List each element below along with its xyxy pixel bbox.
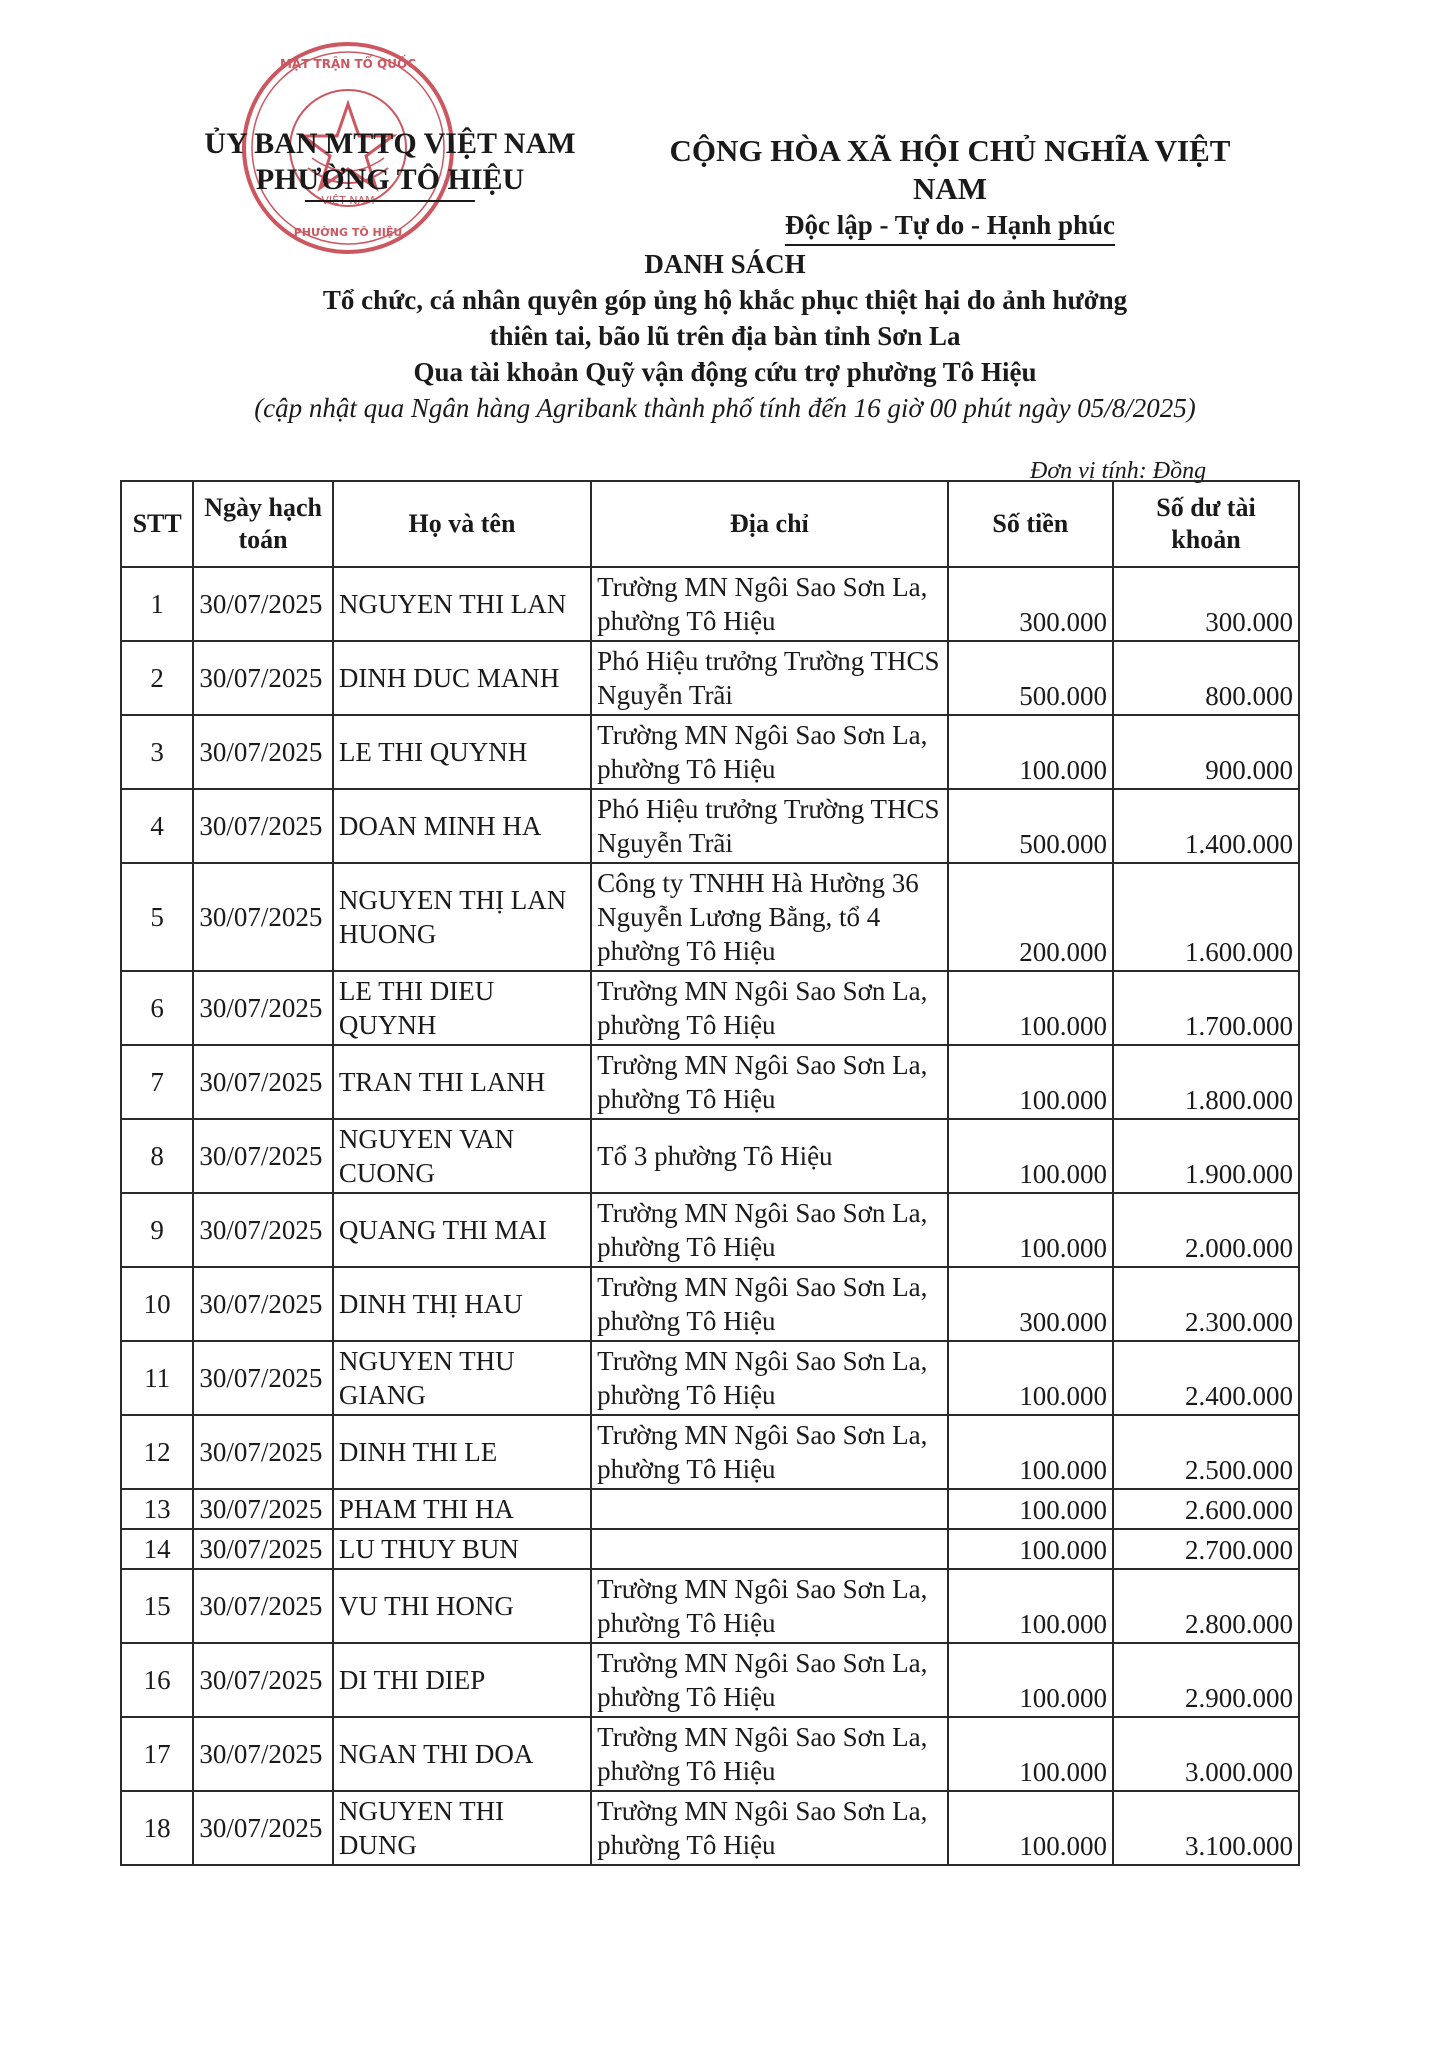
cell-stt: 5 [121,863,193,971]
cell-stt: 9 [121,1193,193,1267]
cell-name: DINH DUC MANH [333,641,591,715]
cell-address: Trường MN Ngôi Sao Sơn La, phường Tô Hiệu [591,1415,947,1489]
cell-address: Công ty TNHH Hà Hường 36 Nguyễn Lương Bằng, tổ 4 phường Tô Hiệu [591,863,947,971]
cell-date: 30/07/2025 [193,1267,333,1341]
cell-amount: 100.000 [948,1119,1113,1193]
cell-balance: 300.000 [1113,567,1299,641]
cell-amount: 100.000 [948,1489,1113,1529]
org-name-line2: PHƯỜNG TÔ HIỆU [255,163,525,196]
cell-name: PHAM THI HA [333,1489,591,1529]
cell-name: DOAN MINH HA [333,789,591,863]
cell-name: DINH THỊ HAU [333,1267,591,1341]
cell-date: 30/07/2025 [193,1643,333,1717]
table-header-row [121,481,1299,567]
cell-balance: 2.300.000 [1113,1267,1299,1341]
cell-balance: 2.600.000 [1113,1489,1299,1529]
cell-address: Trường MN Ngôi Sao Sơn La, phường Tô Hiệu [591,715,947,789]
table-row [121,1045,1299,1119]
table-row [121,1643,1299,1717]
cell-balance: 2.500.000 [1113,1415,1299,1489]
header-stt: STT [121,481,193,567]
cell-stt: 8 [121,1119,193,1193]
cell-date: 30/07/2025 [193,1119,333,1193]
cell-balance: 800.000 [1113,641,1299,715]
cell-date: 30/07/2025 [193,1489,333,1529]
cell-balance: 1.800.000 [1113,1045,1299,1119]
nation-title: CỘNG HÒA XÃ HỘI CHỦ NGHĨA VIỆT NAM [669,133,1231,206]
cell-date: 30/07/2025 [193,1529,333,1569]
cell-date: 30/07/2025 [193,1341,333,1415]
cell-date: 30/07/2025 [193,1569,333,1643]
title-line-1: Tổ chức, cá nhân quyên góp ủng hộ khắc phục thiệt hại do ảnh hưởng [322,285,1128,315]
header-amount: Số tiền [948,481,1113,567]
table-row [121,971,1299,1045]
cell-amount: 100.000 [948,1569,1113,1643]
cell-balance: 2.000.000 [1113,1193,1299,1267]
cell-date: 30/07/2025 [193,1717,333,1791]
cell-address [591,1489,947,1529]
table-row [121,1193,1299,1267]
cell-amount: 100.000 [948,1717,1113,1791]
table-row [121,715,1299,789]
cell-date: 30/07/2025 [193,971,333,1045]
svg-text:MẶT TRẬN TỔ QUỐC: MẶT TRẬN TỔ QUỐC [279,57,417,71]
title-line-3: Qua tài khoản Quỹ vận động cứu trợ phường Tô Hiệu [413,357,1037,387]
cell-address: Trường MN Ngôi Sao Sơn La, phường Tô Hiệu [591,1569,947,1643]
table-row [121,567,1299,641]
table-row [121,641,1299,715]
cell-stt: 12 [121,1415,193,1489]
cell-balance: 3.000.000 [1113,1717,1299,1791]
cell-address: Trường MN Ngôi Sao Sơn La, phường Tô Hiệu [591,1341,947,1415]
cell-stt: 16 [121,1643,193,1717]
cell-address: Trường MN Ngôi Sao Sơn La, phường Tô Hiệu [591,1643,947,1717]
cell-balance: 1.400.000 [1113,789,1299,863]
cell-amount: 200.000 [948,863,1113,971]
cell-address: Trường MN Ngôi Sao Sơn La, phường Tô Hiệu [591,1267,947,1341]
cell-name: NGUYEN THI DUNG [333,1791,591,1865]
cell-amount: 100.000 [948,1341,1113,1415]
cell-stt: 6 [121,971,193,1045]
cell-stt: 15 [121,1569,193,1643]
cell-stt: 3 [121,715,193,789]
cell-address: Trường MN Ngôi Sao Sơn La, phường Tô Hiệu [591,567,947,641]
cell-address: Phó Hiệu trưởng Trường THCS Nguyễn Trãi [591,789,947,863]
cell-balance: 2.800.000 [1113,1569,1299,1643]
nation-header [640,132,1260,242]
cell-date: 30/07/2025 [193,715,333,789]
cell-balance: 1.600.000 [1113,863,1299,971]
cell-name: NGAN THI DOA [333,1717,591,1791]
cell-balance: 900.000 [1113,715,1299,789]
cell-name: VU THI HONG [333,1569,591,1643]
cell-amount: 100.000 [948,715,1113,789]
cell-stt: 7 [121,1045,193,1119]
table-row [121,1791,1299,1865]
cell-name: LE THI QUYNH [333,715,591,789]
cell-stt: 4 [121,789,193,863]
cell-date: 30/07/2025 [193,1193,333,1267]
header-date: Ngày hạch toán [193,481,333,567]
cell-balance: 1.700.000 [1113,971,1299,1045]
cell-amount: 100.000 [948,1415,1113,1489]
cell-address: Trường MN Ngôi Sao Sơn La, phường Tô Hiệu [591,1045,947,1119]
org-header [170,126,610,202]
table-row [121,1341,1299,1415]
cell-address: Trường MN Ngôi Sao Sơn La, phường Tô Hiệu [591,1193,947,1267]
cell-date: 30/07/2025 [193,789,333,863]
cell-name: NGUYEN VAN CUONG [333,1119,591,1193]
cell-amount: 300.000 [948,1267,1113,1341]
org-name-line1: ỦY BAN MTTQ VIỆT NAM [204,127,576,160]
document-title [150,246,1300,426]
cell-name: TRAN THI LANH [333,1045,591,1119]
cell-name: LE THI DIEU QUYNH [333,971,591,1045]
cell-date: 30/07/2025 [193,863,333,971]
svg-text:PHƯỜNG TÔ HIỆU: PHƯỜNG TÔ HIỆU [293,226,403,239]
table-row [121,1489,1299,1529]
cell-balance: 2.400.000 [1113,1341,1299,1415]
table-row [121,1415,1299,1489]
cell-date: 30/07/2025 [193,1791,333,1865]
nation-motto: Độc lập - Tự do - Hạnh phúc [784,210,1116,240]
cell-date: 30/07/2025 [193,641,333,715]
cell-address: Trường MN Ngôi Sao Sơn La, phường Tô Hiệu [591,971,947,1045]
cell-amount: 100.000 [948,1193,1113,1267]
cell-name: QUANG THI MAI [333,1193,591,1267]
cell-amount: 100.000 [948,1529,1113,1569]
header-address: Địa chỉ [591,481,947,567]
cell-amount: 500.000 [948,789,1113,863]
cell-name: LU THUY BUN [333,1529,591,1569]
cell-address: Phó Hiệu trưởng Trường THCS Nguyễn Trãi [591,641,947,715]
table-row [121,1529,1299,1569]
cell-name: NGUYEN THI LAN [333,567,591,641]
cell-balance: 2.900.000 [1113,1643,1299,1717]
table-row [121,1569,1299,1643]
table-row [121,1717,1299,1791]
cell-stt: 18 [121,1791,193,1865]
title-note: (cập nhật qua Ngân hàng Agribank thành phố tính đến 16 giờ 00 phút ngày 05/8/2025) [254,393,1196,423]
cell-amount: 100.000 [948,1045,1113,1119]
cell-amount: 100.000 [948,1791,1113,1865]
org-divider [305,200,475,202]
cell-date: 30/07/2025 [193,567,333,641]
cell-balance: 2.700.000 [1113,1529,1299,1569]
cell-date: 30/07/2025 [193,1045,333,1119]
table-row [121,1119,1299,1193]
donation-table [120,480,1300,1866]
cell-name: NGUYEN THU GIANG [333,1341,591,1415]
table-row [121,1267,1299,1341]
cell-name: DI THI DIEP [333,1643,591,1717]
cell-amount: 300.000 [948,567,1113,641]
cell-amount: 500.000 [948,641,1113,715]
cell-address [591,1529,947,1569]
cell-date: 30/07/2025 [193,1415,333,1489]
cell-amount: 100.000 [948,1643,1113,1717]
cell-name: NGUYEN THỊ LAN HUONG [333,863,591,971]
cell-stt: 17 [121,1717,193,1791]
header-balance: Số dư tài khoản [1113,481,1299,567]
table-row [121,789,1299,863]
title-line-2: thiên tai, bão lũ trên địa bàn tỉnh Sơn La [489,321,961,351]
cell-balance: 3.100.000 [1113,1791,1299,1865]
cell-stt: 1 [121,567,193,641]
table-row [121,863,1299,971]
cell-name: DINH THI LE [333,1415,591,1489]
header-name: Họ và tên [333,481,591,567]
cell-stt: 11 [121,1341,193,1415]
cell-address: Trường MN Ngôi Sao Sơn La, phường Tô Hiệu [591,1717,947,1791]
cell-stt: 2 [121,641,193,715]
cell-address: Tổ 3 phường Tô Hiệu [591,1119,947,1193]
currency-unit: Đơn vị tính: Đồng [1030,458,1207,484]
cell-stt: 14 [121,1529,193,1569]
svg-text:VIỆT NAM: VIỆT NAM [321,194,375,207]
cell-stt: 10 [121,1267,193,1341]
cell-stt: 13 [121,1489,193,1529]
cell-amount: 100.000 [948,971,1113,1045]
cell-balance: 1.900.000 [1113,1119,1299,1193]
cell-address: Trường MN Ngôi Sao Sơn La, phường Tô Hiệu [591,1791,947,1865]
title-main: DANH SÁCH [644,249,806,279]
